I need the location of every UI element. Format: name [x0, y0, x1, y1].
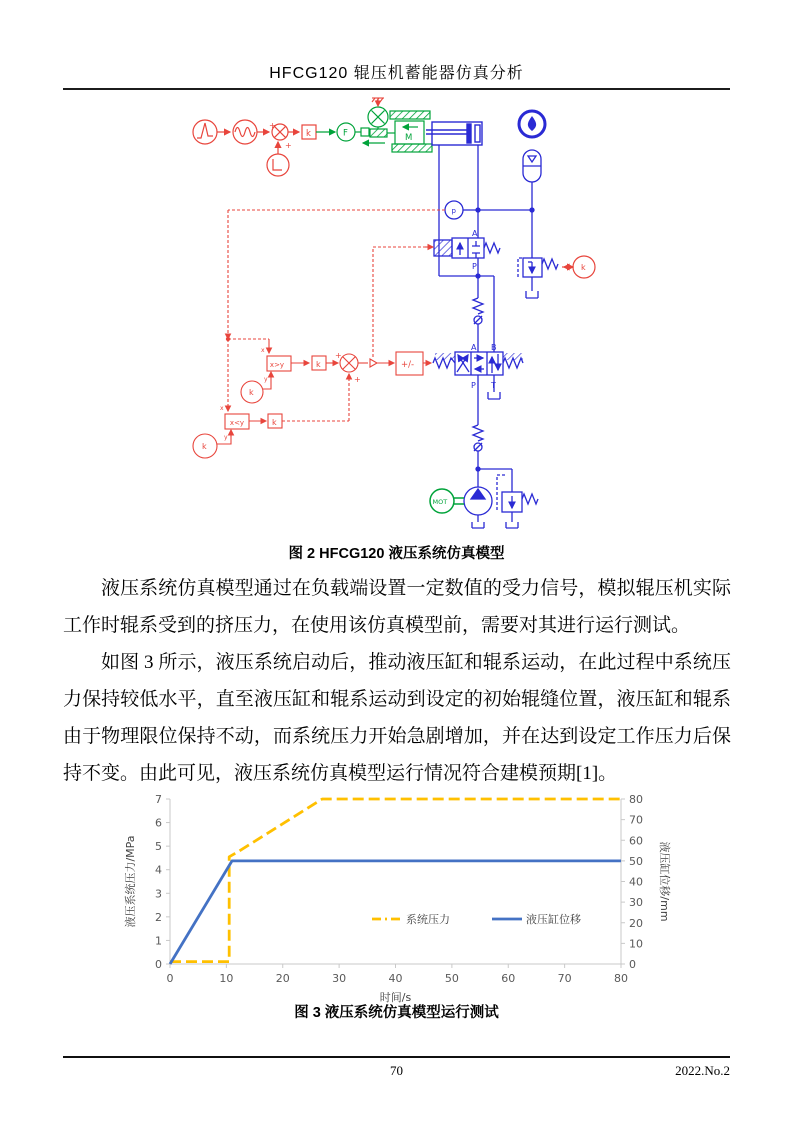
legend-label: 液压缸位移: [526, 913, 581, 926]
x-tick-label: 40: [388, 972, 403, 985]
plus-minus-label: +/-: [401, 360, 415, 370]
y-right-tick-label: 10: [629, 937, 643, 951]
y-right-tick-label: 20: [629, 916, 643, 930]
y-left-tick-label: 4: [155, 863, 162, 877]
signal-source-chain: [193, 120, 316, 176]
relief-setpoint: [562, 256, 595, 278]
gain-label: k: [306, 129, 311, 139]
x-tick-label: 50: [444, 972, 459, 985]
valve43-solenoid-right: [503, 353, 523, 360]
port-label: P: [471, 381, 476, 390]
y-right-axis-title: 液压缸位移/mm: [658, 841, 671, 922]
port-label: B: [491, 343, 497, 352]
y-right-tick-label: 80: [629, 793, 643, 806]
y-left-tick-label: 6: [155, 816, 162, 830]
x-tick-label: 0: [166, 972, 174, 985]
y-right-tick-label: 30: [629, 896, 643, 910]
plus-sign: +: [285, 141, 292, 150]
y-left-tick-label: 3: [155, 887, 162, 901]
x-tick-label: 20: [275, 972, 290, 985]
y-left-tick-label: 2: [155, 910, 162, 924]
page-number: 70: [390, 1063, 403, 1078]
zero-anchor-icon: [372, 98, 384, 106]
header-rule: [63, 88, 730, 90]
tank-icon: [506, 522, 518, 528]
tank-icon: [472, 522, 484, 528]
y-right-tick-label: 70: [629, 813, 643, 827]
page-title: HFCG120 辊压机蓄能器仿真分析: [269, 65, 524, 82]
y-left-tick-label: 5: [155, 840, 162, 854]
plus-sign: +: [354, 375, 361, 384]
comparator-gt-label: x>y: [269, 361, 285, 369]
input-x-label: x: [261, 347, 265, 354]
motor-label: MOT: [432, 498, 448, 506]
plus-sign: +: [335, 351, 342, 360]
legend-label: 系统压力: [406, 913, 450, 926]
mass-label: M: [405, 133, 413, 143]
comparator-lt-label: x<y: [229, 419, 245, 427]
body-text: [63, 570, 731, 792]
y-right-tick-label: 40: [629, 875, 643, 889]
port-label: A: [472, 229, 478, 238]
y-right-tick-label: 60: [629, 834, 643, 848]
x-tick-label: 70: [557, 972, 572, 985]
gain-label: k: [316, 360, 321, 369]
footer-rule: [63, 1056, 730, 1058]
port-label: A: [471, 343, 477, 352]
input-y-label: y: [264, 376, 268, 383]
input-y-label: y: [224, 434, 228, 441]
x-tick-label: 30: [332, 972, 347, 985]
force-applicator: [361, 128, 369, 136]
paragraph-2: 如图 3 所示，液压系统启动后，推动液压缸和辊系运动，在此过程中系统压力保持较低水平，直至液压缸和辊系运动到设定的初始辊缝位置，液压缸和辊系由于物理限位保持不动，而系统压力开始急剧增加，并在达到设定工作压力后保持不变。由此可见，液压系统仿真模型运行情况符合建模预期[1]。: [63, 652, 731, 784]
tank-icon: [488, 392, 500, 399]
hydraulic-simulation-diagram: [185, 95, 615, 555]
lower-wall: [392, 144, 432, 152]
input-x-label: x: [220, 405, 224, 412]
hydraulic-cylinder: [426, 122, 482, 145]
valve43-solenoid-left: [435, 353, 455, 360]
x-axis-title: 时间/s: [379, 991, 412, 1004]
end-stop: [370, 129, 387, 137]
y-right-tick-label: 0: [629, 958, 636, 971]
upper-wall: [390, 111, 430, 119]
force-label: F: [343, 128, 348, 139]
plus-sign: +: [269, 121, 276, 130]
y-left-tick-label: 0: [155, 958, 162, 971]
figure3-caption: 图 3 液压系统仿真模型运行测试: [294, 1005, 499, 1021]
tank-icon: [526, 291, 538, 298]
y-left-tick-label: 7: [155, 793, 162, 806]
x-tick-label: 60: [501, 972, 516, 985]
constant-label: k: [581, 263, 586, 272]
series-pressure: [170, 799, 621, 962]
y-right-tick-label: 50: [629, 854, 643, 868]
figure2-caption: 图 2 HFCG120 液压系统仿真模型: [288, 546, 505, 562]
paragraph-1: 液压系统仿真模型通过在负载端设置一定数值的受力信号，模拟辊压机实际工作时辊系受到的挤压力，在使用该仿真模型前，需要对其进行运行测试。: [63, 578, 731, 636]
y-left-axis-title: 液压系统压力/MPa: [124, 835, 137, 928]
constant-label: k: [202, 442, 207, 451]
port-label: P: [472, 262, 477, 271]
x-tick-label: 10: [219, 972, 234, 985]
x-tick-label: 80: [614, 972, 628, 985]
hydraulic-lines: [433, 111, 558, 528]
sensor-label: p: [451, 207, 456, 215]
gain-label: k: [272, 418, 277, 427]
issue-label: 2022.No.2: [675, 1063, 730, 1078]
force-mass-assembly: [316, 107, 432, 152]
y-left-tick-label: 1: [155, 934, 162, 948]
run-test-chart: [120, 792, 690, 1004]
step-source-icon: [267, 154, 289, 176]
constant-label: k: [249, 388, 254, 397]
valve22-solenoid: [434, 240, 452, 256]
port-label: T: [491, 381, 496, 390]
